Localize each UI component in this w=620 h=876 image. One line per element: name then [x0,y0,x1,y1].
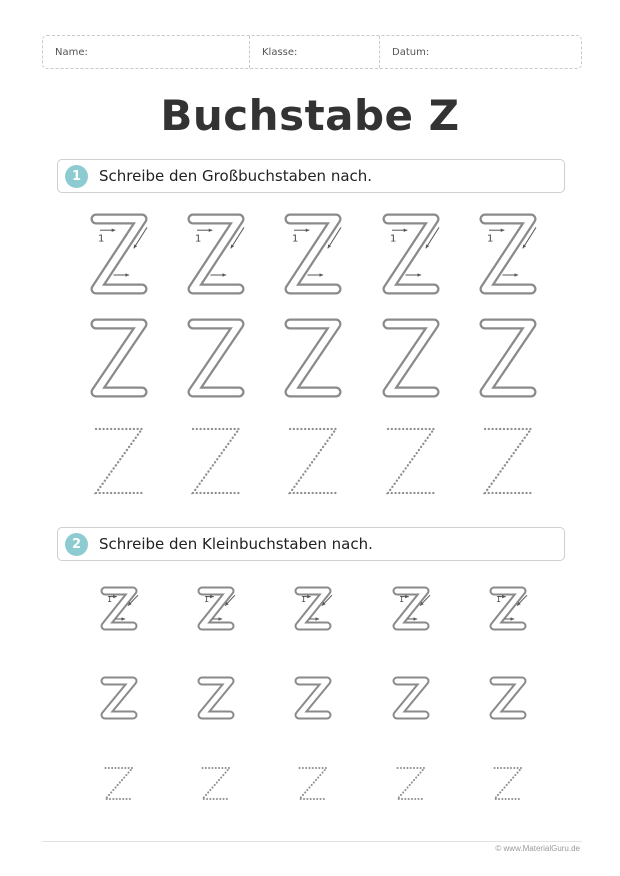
stroke-number: 1 [204,595,210,605]
lowercase-dotted-z-5 [495,768,522,799]
stroke-number: 1 [107,595,113,605]
lowercase-outline-z-4 [397,681,425,715]
uppercase-guided-z-3 [290,219,341,289]
uppercase-dotted-z-4 [388,429,434,493]
lowercase-guided-z-2 [202,591,235,626]
lowercase-outline-z-5 [494,681,522,715]
task-1-number-badge: 1 [65,165,88,188]
lowercase-dotted-z-2 [203,768,230,799]
uppercase-outline-z-2 [193,324,239,392]
uppercase-dotted-z-5 [485,429,531,493]
stroke-number: 1 [292,233,299,245]
lowercase-guided-z-3 [299,591,332,626]
uppercase-outline-z-4 [388,324,434,392]
uppercase-guided-z-5 [485,219,536,289]
stroke-number: 1 [301,595,307,605]
uppercase-dotted-z-3 [290,429,336,493]
footer-credit: © www.MaterialGuru.de [495,844,580,853]
lowercase-guided-z-5 [494,591,527,626]
lowercase-dotted-z-3 [300,768,327,799]
uppercase-outline-z-5 [485,324,531,392]
task-2-instruction: Schreibe den Kleinbuchstaben nach. [99,535,373,553]
uppercase-guided-z-2 [193,219,244,289]
lowercase-outline-z-3 [299,681,327,715]
uppercase-dotted-z-1 [96,429,142,493]
lowercase-dotted-z-1 [106,768,133,799]
uppercase-outline-z-3 [290,324,336,392]
stroke-number: 1 [496,595,502,605]
stroke-number: 1 [390,233,397,245]
task-2-number-badge: 2 [65,533,88,556]
lowercase-outline-z-1 [105,681,133,715]
lowercase-outline-z-2 [202,681,230,715]
stroke-number: 1 [98,233,105,245]
class-label: Klasse: [262,47,298,58]
stroke-number: 1 [195,233,202,245]
name-label: Name: [55,47,88,58]
task-1-instruction: Schreibe den Großbuchstaben nach. [99,167,373,185]
lowercase-guided-z-1 [105,591,138,626]
stroke-number: 1 [399,595,405,605]
lowercase-guided-z-4 [397,591,430,626]
lowercase-dotted-z-4 [398,768,425,799]
date-label: Datum: [392,47,430,58]
stroke-number: 1 [487,233,494,245]
page-title: Buchstabe Z [160,91,460,140]
uppercase-dotted-z-2 [193,429,239,493]
uppercase-outline-z-1 [96,324,142,392]
uppercase-guided-z-4 [388,219,439,289]
uppercase-guided-z-1 [96,219,147,289]
footer-divider [42,841,582,842]
